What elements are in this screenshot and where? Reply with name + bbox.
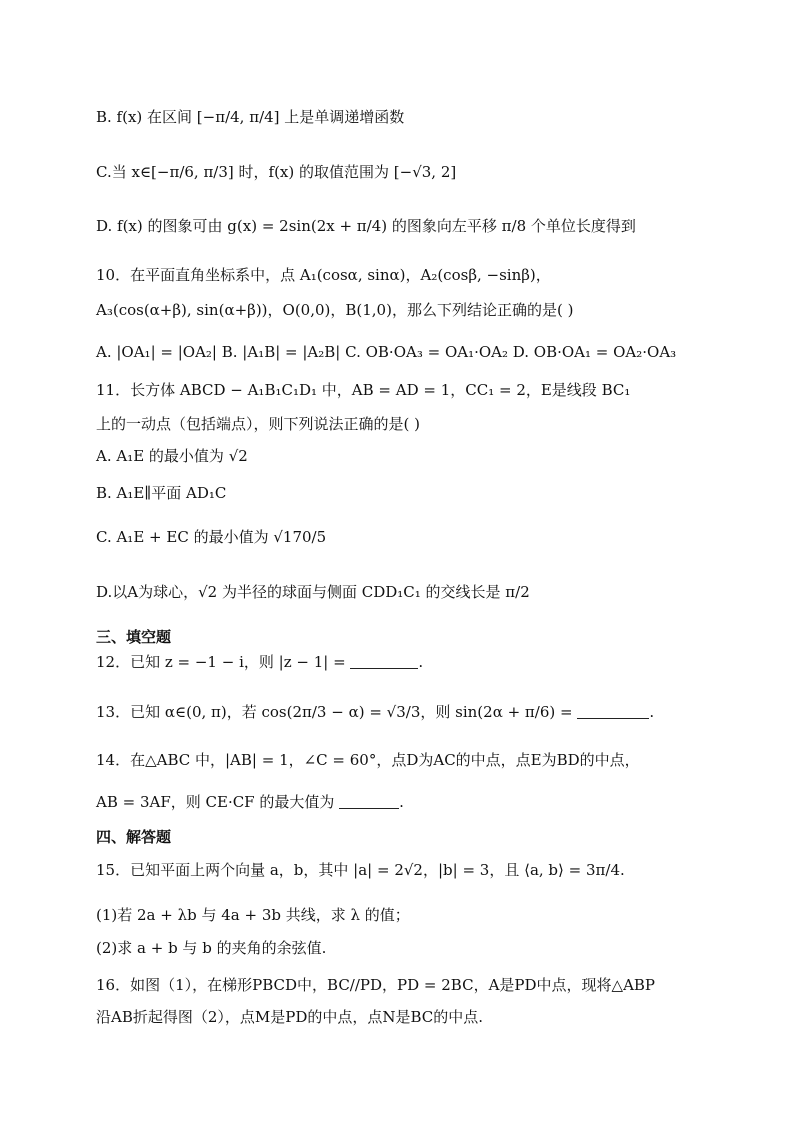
question-10-options: A. |OA₁| = |OA₂| B. |A₁B| = |A₂B| C. OB·OA₃ = OA₁·OA₂ D. OB·OA₁ = OA₂·OA₃: [96, 343, 677, 361]
question-12-end: .: [418, 653, 424, 671]
question-11-line-2: 上的一动点（包括端点），则下列说法正确的是( ): [96, 415, 420, 433]
question-13-end: .: [649, 703, 655, 721]
section-heading-answers: 四、解答题: [96, 828, 172, 846]
question-14-line-2: [96, 792, 404, 812]
option-11b: B. A₁E∥平面 AD₁C: [96, 484, 227, 502]
question-16-line-1: 16．如图（1），在梯形PBCD中，BC//PD，PD = 2BC，A是PD中点，现将△ABP: [96, 976, 656, 994]
answer-blank[interactable]: [577, 704, 649, 719]
question-12-text: 12．已知 z = −1 − i，则 |z − 1| =: [96, 653, 346, 671]
option-11c: C. A₁E + EC 的最小值为 √170/5: [96, 528, 327, 546]
answer-blank[interactable]: [339, 794, 399, 809]
question-14-line-1: 14．在△ABC 中，|AB| = 1，∠C = 60°，点D为AC的中点，点E为BD的中点，: [96, 751, 640, 769]
question-16-line-2: 沿AB折起得图（2），点M是PD的中点，点N是BC的中点.: [96, 1008, 484, 1026]
question-15-part-2: (2)求 a + b 与 b 的夹角的余弦值.: [96, 939, 327, 957]
answer-blank[interactable]: [350, 654, 418, 669]
question-14-text: AB = 3AF，则 CE·CF 的最大值为: [96, 793, 335, 811]
question-12: [96, 652, 423, 672]
question-11-line-1: 11．长方体 ABCD − A₁B₁C₁D₁ 中，AB = AD = 1，CC₁ = 2，E是线段 BC₁: [96, 381, 631, 399]
option-11a: A. A₁E 的最小值为 √2: [96, 447, 248, 465]
question-15-line-1: 15．已知平面上两个向量 a，b，其中 |a| = 2√2，|b| = 3，且 ⟨a, b⟩ = 3π/4.: [96, 861, 625, 879]
question-10-line-1: 10．在平面直角坐标系中，点 A₁(cosα, sinα)，A₂(cosβ, −sinβ)，: [96, 266, 551, 284]
question-14-end: .: [399, 793, 404, 811]
question-10-line-2: A₃(cos(α+β), sin(α+β))，O(0,0)，B(1,0)，那么下列结论正确的是( ): [96, 301, 574, 319]
option-11d: D.以A为球心，√2 为半径的球面与侧面 CDD₁C₁ 的交线长是 π/2: [96, 583, 530, 601]
option-9b: B. f(x) 在区间 [−π/4, π/4] 上是单调递增函数: [96, 108, 405, 126]
option-9c: C.当 x∈[−π/6, π/3] 时，f(x) 的取值范围为 [−√3, 2]: [96, 163, 457, 181]
question-13-text: 13．已知 α∈(0, π)，若 cos(2π/3 − α) = √3/3，则 sin(2α + π/6) =: [96, 703, 573, 721]
option-9d: D. f(x) 的图象可由 g(x) = 2sin(2x + π/4) 的图象向左平移 π/8 个单位长度得到: [96, 217, 636, 235]
section-heading-fill-in: 三、填空题: [96, 628, 172, 646]
question-13: [96, 702, 654, 722]
question-15-part-1: (1)若 2a + λb 与 4a + 3b 共线，求 λ 的值；: [96, 906, 410, 924]
